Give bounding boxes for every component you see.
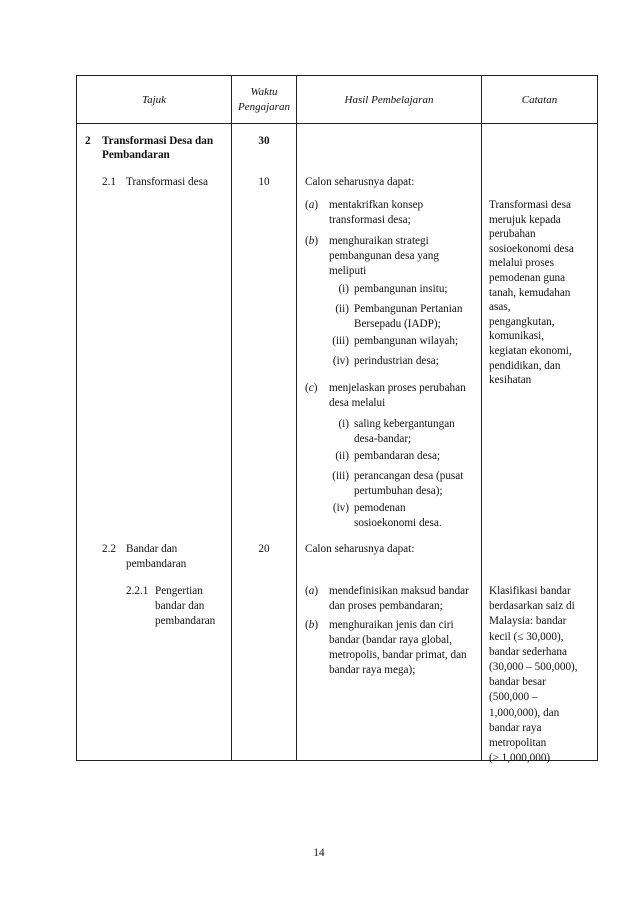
column-divider-3 — [481, 75, 482, 761]
sub2-notes — [489, 584, 591, 766]
objective-text — [329, 198, 477, 228]
text-line: Pembangunan Pertanian — [354, 303, 463, 315]
subsub-number: 2.2.1 — [126, 585, 149, 597]
note-line: berdasarkan saiz di — [489, 600, 575, 613]
sub-item-label: (iv) — [332, 502, 349, 514]
note-line: 1,000,000), dan — [489, 706, 560, 719]
section-title-line2: Pembandaran — [102, 149, 170, 161]
sub-item-label: (iii) — [332, 470, 349, 482]
objective-label: (b) — [305, 235, 319, 247]
note-line: asas, — [489, 301, 511, 314]
text-line: pembangunan insitu; — [354, 283, 448, 295]
note-line: (≥ 1,000,000) — [489, 752, 551, 765]
note-line: pendidikan, dan — [489, 359, 561, 372]
objective-text — [329, 381, 477, 411]
note-line: bandar besar — [489, 676, 546, 689]
sub-item-text — [354, 417, 474, 447]
note-line: sosioekonomi desa — [489, 242, 574, 255]
text-line: pembangunan wilayah; — [354, 335, 459, 347]
text-line: pembandaran desa; — [354, 450, 441, 462]
text-line: transformasi desa; — [329, 214, 411, 226]
note-line: kegiatan ekonomi, — [489, 344, 572, 357]
objective-text — [329, 618, 477, 678]
note-line: Klasifikasi bandar — [489, 585, 571, 597]
sub1-time: 10 — [258, 176, 270, 188]
sub-item-text — [354, 469, 474, 499]
header-waktu-line1: Waktu — [250, 86, 278, 98]
text-line: metropolis, bandar primat, dan — [329, 649, 467, 661]
note-line: (500,000 – — [489, 691, 538, 704]
note-line: melalui proses — [489, 257, 554, 270]
text-line: pertumbuhan desa); — [354, 485, 443, 497]
text-line: pembangunan desa yang — [329, 250, 439, 262]
text-line: pembandaran — [155, 615, 216, 627]
sub-item-text — [354, 282, 474, 297]
objective-text — [329, 234, 477, 279]
header-tajuk: Tajuk — [141, 94, 167, 106]
section-time: 30 — [258, 135, 270, 147]
text-line: meliputi — [329, 265, 367, 277]
sub-item-text — [354, 302, 474, 332]
note-line: tanah, kemudahan — [489, 286, 571, 299]
note-line: bandar sederhana — [489, 645, 567, 658]
note-line: Transformasi desa — [489, 199, 571, 211]
label-letter: b — [308, 235, 315, 247]
sub-item-label: (ii) — [335, 303, 349, 315]
sub1-title: Transformasi desa — [126, 176, 208, 188]
subsub-title — [155, 584, 231, 629]
text-line: saling kebergantungan — [354, 418, 455, 430]
header-catatan: Catatan — [521, 94, 558, 106]
section-number: 2 — [85, 135, 91, 147]
label-letter: a — [308, 199, 315, 211]
text-line: perindustrian desa; — [354, 355, 439, 367]
sub2-intro: Calon seharusnya dapat: — [305, 543, 415, 555]
sub-item-label: (i) — [338, 418, 349, 430]
note-line: (30,000 – 500,000), — [489, 661, 578, 674]
column-divider-2 — [296, 75, 297, 761]
objective-label: (c) — [305, 382, 318, 394]
label-letter: c — [308, 382, 314, 394]
sub1-intro: Calon seharusnya dapat: — [305, 176, 415, 188]
label-letter: a — [308, 585, 315, 597]
note-line: pemodenan guna — [489, 271, 566, 284]
note-line: metropolitan — [489, 737, 547, 750]
text-line: mentakrifkan konsep — [329, 199, 424, 211]
text-line: sosioekonomi desa. — [354, 517, 442, 529]
text-line: bandar dan — [155, 600, 205, 612]
text-line: dan proses pembandaran; — [329, 600, 443, 612]
label-letter: b — [308, 619, 315, 631]
sub-item-label: (iv) — [332, 355, 349, 367]
sub-item-label: (iii) — [332, 335, 349, 347]
table-right-border — [597, 75, 598, 761]
sub2-title-line1: Bandar dan — [126, 543, 178, 555]
text-line: desa-bandar; — [354, 433, 412, 445]
text-line: Pengertian — [155, 585, 203, 597]
text-line: Bersepadu (IADP); — [354, 318, 441, 330]
sub2-time: 20 — [258, 543, 270, 555]
sub-item-text — [354, 334, 474, 349]
note-line: perubahan — [489, 228, 536, 241]
note-line: pengangkutan, — [489, 315, 555, 328]
note-line: kesihatan — [489, 374, 532, 387]
text-line: desa melalui — [329, 397, 386, 409]
text-line: perancangan desa (pusat — [354, 470, 464, 482]
text-line: mendefinisikan maksud bandar — [329, 585, 469, 597]
header-bottom-border — [76, 123, 598, 124]
note-line: bandar raya — [489, 721, 542, 734]
table-left-border — [76, 75, 77, 761]
objective-text — [329, 584, 477, 614]
sub-item-text — [354, 449, 474, 464]
text-line: bandar (bandar raya global, — [329, 634, 453, 646]
text-line: menghuraikan strategi — [329, 235, 429, 247]
sub-item-label: (i) — [338, 283, 349, 295]
objective-label: (a) — [305, 199, 319, 211]
note-line: merujuk kepada — [489, 213, 561, 226]
objective-label: (a) — [305, 585, 319, 597]
sub1-number: 2.1 — [102, 176, 116, 188]
table-top-border — [76, 75, 598, 76]
sub-item-text — [354, 354, 474, 369]
note-line: Malaysia: bandar — [489, 615, 567, 628]
text-line: menjelaskan proses perubahan — [329, 382, 466, 394]
sub-item-label: (ii) — [335, 450, 349, 462]
sub2-number: 2.2 — [102, 543, 116, 555]
page-number: 14 — [313, 847, 325, 859]
note-line: komunikasi, — [489, 330, 545, 343]
header-hasil: Hasil Pembelajaran — [344, 94, 434, 106]
header-waktu-line2: Pengajaran — [238, 101, 290, 113]
sub1-notes — [489, 198, 591, 388]
sub2-title-line2: pembandaran — [126, 558, 187, 570]
objective-label: (b) — [305, 619, 319, 631]
note-line: kecil (≤ 30,000), — [489, 630, 564, 643]
text-line: menghuraikan jenis dan ciri — [329, 619, 454, 631]
text-line: bandar raya mega); — [329, 664, 416, 676]
text-line: pemodenan — [354, 502, 406, 514]
sub-item-text — [354, 501, 474, 531]
section-title-line1: Transformasi Desa dan — [102, 135, 214, 147]
